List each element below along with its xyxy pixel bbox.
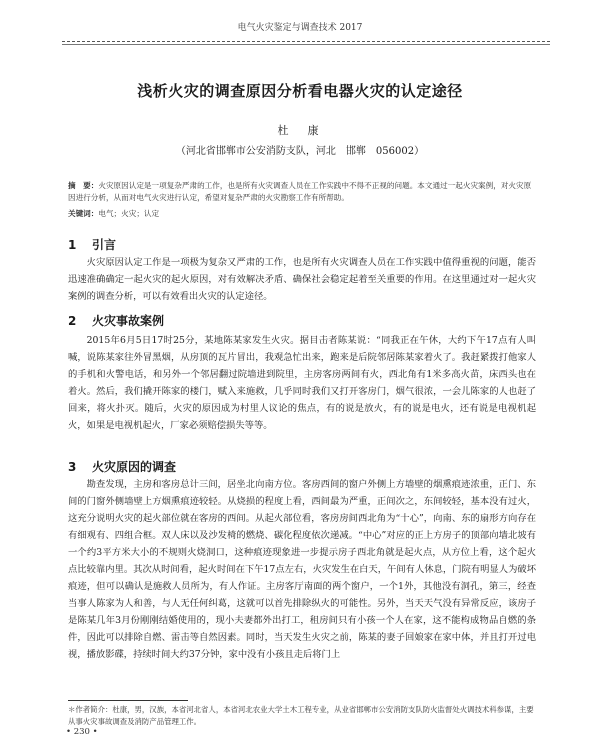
section-number: 2 [68, 314, 77, 328]
header-rule [62, 41, 550, 42]
section-paragraph: 勘查发现，主房和客房总计三间，居坐北向南方位。客房西间的窗户外侧上方墙壁的烟熏痕迹浓重，正门、东间的门窗外侧墙壁上方烟熏痕迹较轻。从烧损的程度上看，西间最为严重，正间次之，东间较轻，基本没有过火，这充分说明火灾的起火部位就在客房的西间。从起火部位看，客房房间西北角为“十心”，向南、东的扇形方向存在有细观有、四组合框。双人床以及沙发椅的燃烧、碳化程度依次递减。“中心”对应的正上方房子的顶部向墙北坡有一个约3平方米大小的不规则火烧洞口，这种痕迹现象进一步提示房子西北角就是起火点，从方位上看，这个起火点比较靠内里。其次从时间看，起火时间在下午17点左右，火灾发生在白天，午间有人休息，门院有明显人为破坏痕迹，但可以确认是施救人员所为，有人作证。主房客厅南面的两个窗户，一个1外，其他没有洞孔，第三，经查当事人陈家为人和善，与人无任何纠葛，这就可以首先排除纵火的可能性。另外，当天天气没有异常反应，该房子是陈某几年3月份刚刚结婚使用的，现小夫妻都外出打工，租房间只有小孩一个人在家，这不能构成物品自燃的条件，因此可以排除自燃、雷击等自然因素。同时，当天发生火灾之前，陈某的妻子回娘家在家中体，并且打开过电视，播放影碟，持续时间大约37分钟，家中没有小孩且走后将门上 [68, 479, 536, 660]
section-paragraph: 2015年6月5日17时25分，某地陈某家发生火灾。据目击者陈某说：“同我正在午休，大约下午17点有人叫喊，说陈某家往外冒黑烟，从房顶的瓦片冒出，我观急忙出来，跑来是后院邻居陈某家着火了。我赶紧拨打他家人的手机和火警电话，和另外一个邻居翻过院墙进到院里，主房客房两间有火，西北角有1米多高火苗，床西头也在着火。然后，我们撬开陈家的楼门，赋入来施救，几乎同时我们又打开客房门，烟气很浓，一会儿陈家的人也赶了回来，将火扑灭。随后，火灾的原因成为村里人议论的焦点，有的说是放火，有的说是电火，还有说是电视机起火，如果是电视机起火，厂家必须赔偿损失等等。 [68, 335, 536, 431]
section-number: 1 [68, 238, 77, 252]
keywords [68, 208, 536, 220]
section-title: 火灾原因的调查 [92, 460, 177, 474]
author-footnote: ＊作者简介：杜康，男，汉族，本省河北省人，本省河北农业大学土木工程专业，从业省邯郸市公安消防支队防火监督处火调技术科参谋，主要从事火灾事故调查及消防产品管理工作。 [68, 705, 534, 726]
section-title: 火灾事故案例 [92, 314, 165, 328]
footnote-rule [68, 700, 188, 701]
paper-title: 浅析火灾的调查原因分析看电器火灾的认定途径 [137, 82, 463, 100]
section-number: 3 [68, 460, 77, 474]
section-title: 引言 [92, 238, 117, 252]
journal-header: 电气火灾鉴定与调查技术 2017 [237, 23, 363, 33]
section-heading-case [68, 312, 536, 329]
keywords-label: 关键词： [68, 209, 99, 218]
section-heading-intro [68, 236, 536, 253]
abstract [68, 180, 536, 204]
abstract-label: 摘 要： [68, 181, 99, 190]
page-number: • 230 • [66, 727, 98, 737]
abstract-text: 火灾原因认定是一项复杂严肃的工作，也是所有火灾调查人员在工作实践中不得不正视的问题。本文通过一起火灾案例，对火灾原因进行分析，从而对电气火灾进行认定，希望对复杂严肃的火灾勘察工作有所帮助。 [68, 181, 532, 202]
section-heading-investigation [68, 458, 536, 475]
author-affiliation: （河北省邯郸市公安消防支队，河北 邯郸 056002） [175, 146, 425, 157]
keywords-text: 电气；火灾；认定 [98, 209, 160, 218]
header-rule-secondary [62, 44, 550, 45]
author-name: 杜 康 [277, 124, 323, 137]
section-paragraph: 火灾原因认定工作是一项极为复杂又严肃的工作，也是所有火灾调查人员在工作实践中值得重视的问题，能否迅速准确确定一起火灾的起火原因，对有效解决矛盾、确保社会稳定起着至关重要的作用。在这里通过对一起火灾案例的调查分析，可以有效看出火灾的认定途径。 [68, 257, 536, 302]
